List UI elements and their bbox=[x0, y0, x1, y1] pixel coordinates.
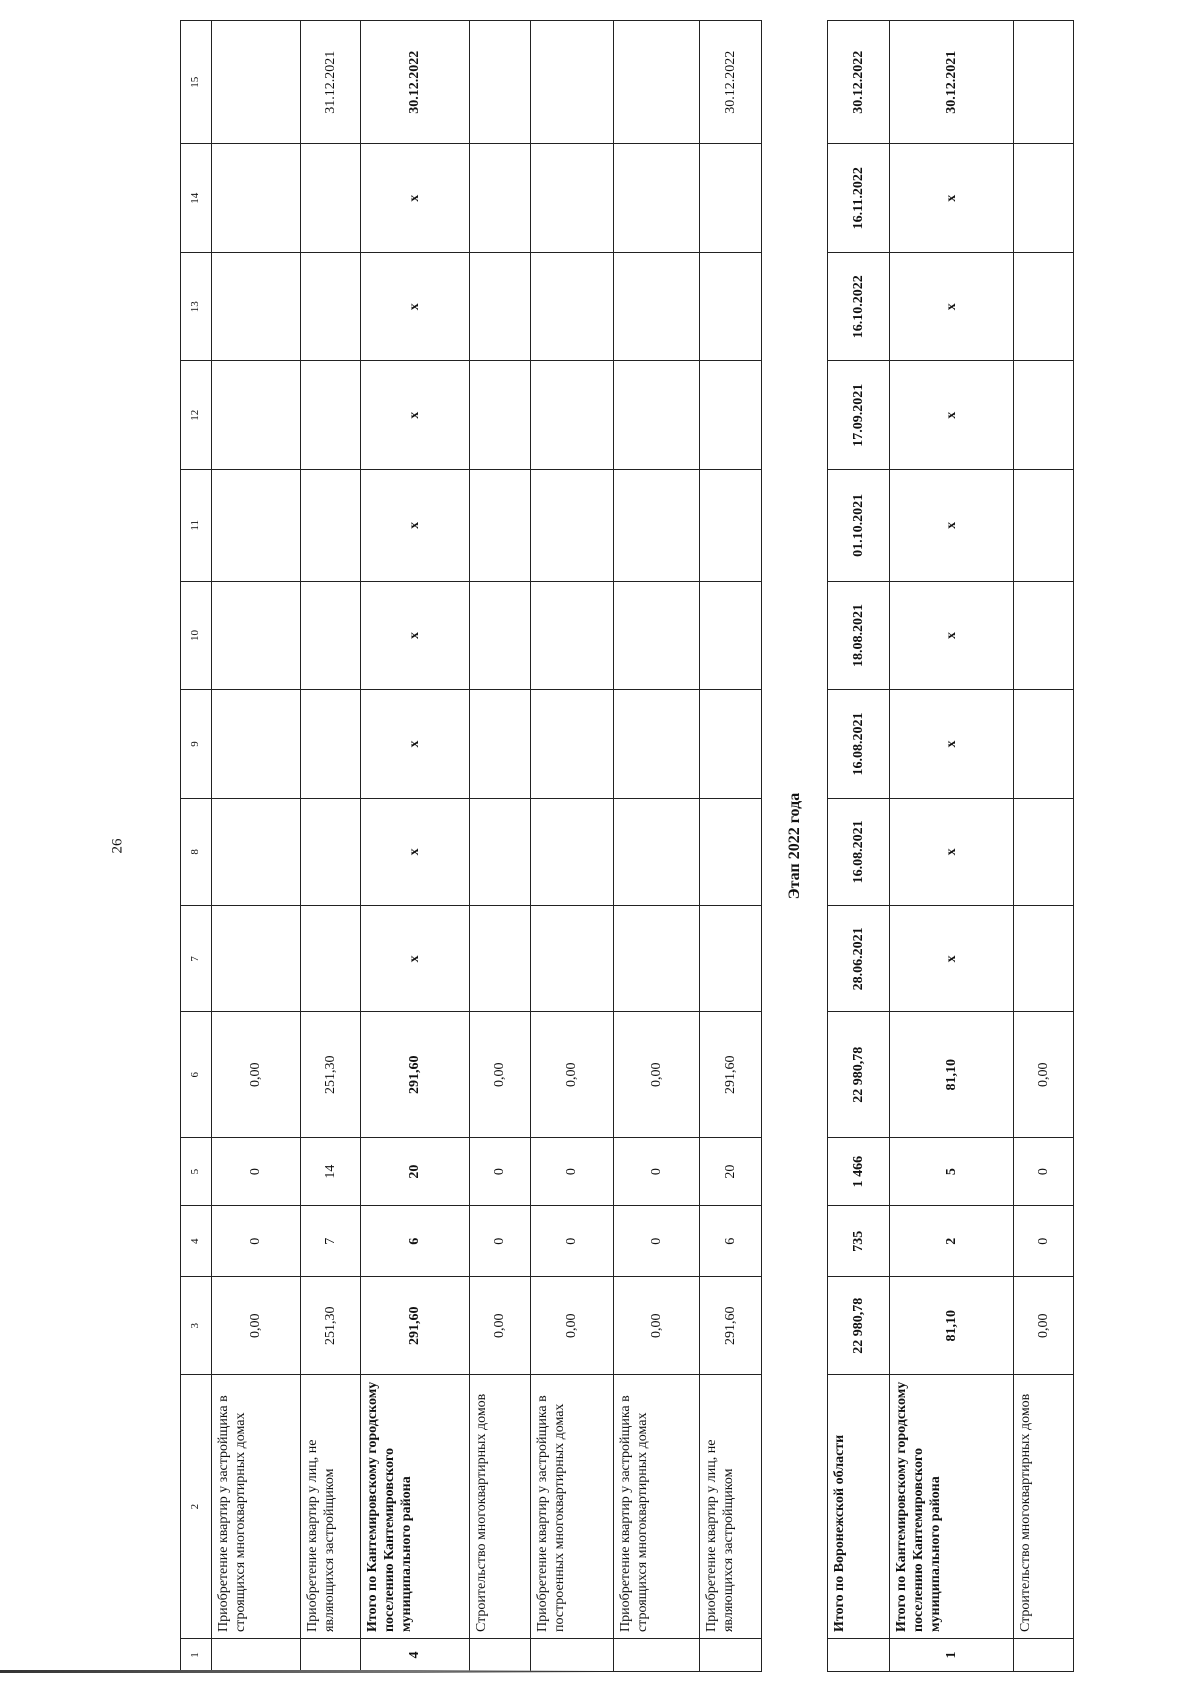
data-cell bbox=[300, 144, 360, 253]
data-cell: x bbox=[889, 690, 1013, 799]
data-cell: 5 bbox=[889, 1138, 1013, 1206]
data-cell: 735 bbox=[828, 1206, 889, 1277]
column-number: 2 bbox=[181, 1375, 212, 1639]
data-cell bbox=[614, 906, 700, 1012]
data-cell bbox=[469, 581, 530, 690]
table-row-total bbox=[360, 21, 469, 1672]
data-cell: 18.08.2021 bbox=[828, 581, 889, 690]
data-cell: 30.12.2022 bbox=[360, 21, 469, 145]
data-cell bbox=[469, 361, 530, 470]
data-cell: 291,60 bbox=[699, 1012, 761, 1138]
data-cell: x bbox=[360, 144, 469, 253]
schedule-table bbox=[180, 20, 1074, 1672]
column-number: 13 bbox=[181, 253, 212, 362]
row-label-cell: Итого по Кантемировскому городскому поселению Кантемировского муниципального района bbox=[360, 1375, 469, 1639]
data-cell: 28.06.2021 bbox=[828, 906, 889, 1012]
row-label-cell: Приобретение квартир у застройщика в строящихся многоквартирных домах bbox=[212, 1375, 301, 1639]
data-cell bbox=[699, 581, 761, 690]
table-row bbox=[469, 21, 530, 1672]
data-cell bbox=[469, 144, 530, 253]
data-cell: 0,00 bbox=[1013, 1012, 1073, 1138]
data-cell: 291,60 bbox=[699, 1277, 761, 1375]
row-label-cell: Строительство многоквартирных домов bbox=[469, 1375, 530, 1639]
data-cell bbox=[530, 144, 613, 253]
data-cell bbox=[212, 144, 301, 253]
data-cell: 0,00 bbox=[212, 1277, 301, 1375]
data-cell: 0 bbox=[1013, 1138, 1073, 1206]
data-cell bbox=[530, 361, 613, 470]
data-cell: 22 980,78 bbox=[828, 1277, 889, 1375]
row-number-cell bbox=[614, 1639, 700, 1672]
data-cell: x bbox=[889, 906, 1013, 1012]
column-number: 3 bbox=[181, 1277, 212, 1375]
data-cell: 22 980,78 bbox=[828, 1012, 889, 1138]
table-row-total bbox=[828, 21, 889, 1672]
column-number: 7 bbox=[181, 906, 212, 1012]
data-cell bbox=[212, 581, 301, 690]
data-cell bbox=[699, 361, 761, 470]
data-cell: x bbox=[360, 798, 469, 905]
data-cell bbox=[212, 690, 301, 799]
data-cell bbox=[212, 798, 301, 905]
table-row bbox=[212, 21, 301, 1672]
column-number: 6 bbox=[181, 1012, 212, 1138]
table-row-total bbox=[889, 21, 1013, 1672]
data-cell: x bbox=[889, 798, 1013, 905]
table-row bbox=[1013, 21, 1073, 1672]
data-cell: x bbox=[889, 253, 1013, 362]
data-cell bbox=[300, 906, 360, 1012]
data-cell bbox=[530, 253, 613, 362]
data-cell: 0,00 bbox=[469, 1012, 530, 1138]
data-cell bbox=[469, 21, 530, 145]
data-cell: 0 bbox=[212, 1206, 301, 1277]
data-cell bbox=[699, 690, 761, 799]
data-cell: 0 bbox=[1013, 1206, 1073, 1277]
data-cell: x bbox=[889, 470, 1013, 582]
data-cell: 17.09.2021 bbox=[828, 361, 889, 470]
data-cell bbox=[469, 906, 530, 1012]
data-cell: x bbox=[360, 253, 469, 362]
data-cell bbox=[530, 906, 613, 1012]
data-cell bbox=[699, 906, 761, 1012]
table-row bbox=[699, 21, 761, 1672]
data-cell: 291,60 bbox=[360, 1012, 469, 1138]
data-cell bbox=[699, 144, 761, 253]
data-cell: 2 bbox=[889, 1206, 1013, 1277]
column-number: 1 bbox=[181, 1639, 212, 1672]
data-cell bbox=[469, 690, 530, 799]
row-number-cell: 4 bbox=[360, 1639, 469, 1672]
data-cell bbox=[300, 690, 360, 799]
data-cell: 0 bbox=[614, 1138, 700, 1206]
data-cell: 0,00 bbox=[614, 1277, 700, 1375]
data-cell: 20 bbox=[699, 1138, 761, 1206]
data-cell bbox=[530, 21, 613, 145]
data-cell bbox=[300, 253, 360, 362]
data-cell bbox=[614, 470, 700, 582]
row-number-cell bbox=[699, 1639, 761, 1672]
data-cell: x bbox=[360, 690, 469, 799]
data-cell bbox=[530, 798, 613, 905]
data-cell bbox=[1013, 253, 1073, 362]
data-cell: 0,00 bbox=[614, 1012, 700, 1138]
data-cell: x bbox=[889, 144, 1013, 253]
data-cell: 0 bbox=[212, 1138, 301, 1206]
table-row bbox=[530, 21, 613, 1672]
data-cell bbox=[614, 253, 700, 362]
data-cell bbox=[212, 906, 301, 1012]
data-cell: 01.10.2021 bbox=[828, 470, 889, 582]
data-cell: x bbox=[360, 581, 469, 690]
data-cell: 0,00 bbox=[530, 1012, 613, 1138]
row-number-cell bbox=[530, 1639, 613, 1672]
section-title: Этап 2022 года bbox=[761, 21, 828, 1672]
data-cell bbox=[1013, 470, 1073, 582]
data-cell: 0,00 bbox=[212, 1012, 301, 1138]
column-number: 9 bbox=[181, 690, 212, 799]
row-label-cell: Приобретение квартир у лиц, не являющихся застройщиком bbox=[300, 1375, 360, 1639]
row-label-cell: Приобретение квартир у застройщика в строящихся многоквартирных домах bbox=[614, 1375, 700, 1639]
data-cell bbox=[469, 798, 530, 905]
table-row bbox=[614, 21, 700, 1672]
data-cell: 16.08.2021 bbox=[828, 798, 889, 905]
data-cell: 31.12.2021 bbox=[300, 21, 360, 145]
row-number-cell bbox=[469, 1639, 530, 1672]
row-number-cell bbox=[212, 1639, 301, 1672]
data-cell bbox=[530, 470, 613, 582]
data-cell bbox=[1013, 144, 1073, 253]
data-cell: 0 bbox=[614, 1206, 700, 1277]
data-cell: 0 bbox=[530, 1206, 613, 1277]
data-cell bbox=[300, 470, 360, 582]
data-cell: x bbox=[360, 361, 469, 470]
data-cell: 251,30 bbox=[300, 1277, 360, 1375]
section-row bbox=[761, 21, 828, 1672]
data-cell: 20 bbox=[360, 1138, 469, 1206]
data-cell: x bbox=[360, 470, 469, 582]
data-cell: 81,10 bbox=[889, 1277, 1013, 1375]
column-number: 11 bbox=[181, 470, 212, 582]
data-cell bbox=[614, 690, 700, 799]
column-number: 10 bbox=[181, 581, 212, 690]
data-cell bbox=[1013, 690, 1073, 799]
data-cell: 30.12.2022 bbox=[699, 21, 761, 145]
data-cell bbox=[212, 361, 301, 470]
data-cell bbox=[1013, 361, 1073, 470]
data-cell bbox=[614, 581, 700, 690]
data-cell bbox=[1013, 906, 1073, 1012]
row-number-cell: 1 bbox=[889, 1639, 1013, 1672]
data-cell: 0,00 bbox=[469, 1277, 530, 1375]
row-number-cell bbox=[300, 1639, 360, 1672]
data-cell bbox=[1013, 798, 1073, 905]
page-number: 26 bbox=[109, 838, 126, 854]
data-cell bbox=[614, 21, 700, 145]
data-cell bbox=[699, 798, 761, 905]
column-number: 4 bbox=[181, 1206, 212, 1277]
data-cell bbox=[530, 690, 613, 799]
data-cell: 1 466 bbox=[828, 1138, 889, 1206]
table-body bbox=[181, 21, 1074, 1672]
data-cell: 30.12.2021 bbox=[889, 21, 1013, 145]
data-cell bbox=[469, 253, 530, 362]
data-cell bbox=[699, 470, 761, 582]
row-label-cell: Итого по Кантемировскому городскому поселению Кантемировского муниципального района bbox=[889, 1375, 1013, 1639]
data-cell: 7 bbox=[300, 1206, 360, 1277]
data-cell: 0 bbox=[530, 1138, 613, 1206]
data-cell bbox=[300, 798, 360, 905]
data-cell: 0,00 bbox=[1013, 1277, 1073, 1375]
column-number: 5 bbox=[181, 1138, 212, 1206]
data-cell: 0 bbox=[469, 1138, 530, 1206]
data-cell bbox=[1013, 581, 1073, 690]
row-number-cell bbox=[1013, 1639, 1073, 1672]
row-label-cell: Итого по Воронежской области bbox=[828, 1375, 889, 1639]
data-cell: 16.11.2022 bbox=[828, 144, 889, 253]
row-number-cell bbox=[828, 1639, 889, 1672]
column-number: 8 bbox=[181, 798, 212, 905]
data-cell: 16.10.2022 bbox=[828, 253, 889, 362]
data-cell bbox=[300, 581, 360, 690]
data-cell bbox=[469, 470, 530, 582]
data-cell: x bbox=[889, 581, 1013, 690]
data-cell: 0 bbox=[469, 1206, 530, 1277]
data-cell: 6 bbox=[699, 1206, 761, 1277]
data-cell: 251,30 bbox=[300, 1012, 360, 1138]
data-cell bbox=[1013, 21, 1073, 145]
data-cell bbox=[212, 470, 301, 582]
data-cell: 6 bbox=[360, 1206, 469, 1277]
table-row bbox=[300, 21, 360, 1672]
data-cell bbox=[614, 144, 700, 253]
data-cell: 0,00 bbox=[530, 1277, 613, 1375]
rotated-table bbox=[180, 20, 1074, 1672]
rotated-table-container bbox=[180, 20, 1074, 1672]
data-cell: 30.12.2022 bbox=[828, 21, 889, 145]
data-cell bbox=[614, 798, 700, 905]
data-cell: 14 bbox=[300, 1138, 360, 1206]
column-number: 14 bbox=[181, 144, 212, 253]
data-cell bbox=[614, 361, 700, 470]
row-label-cell: Приобретение квартир у лиц, не являющихся застройщиком bbox=[699, 1375, 761, 1639]
data-cell bbox=[212, 253, 301, 362]
data-cell bbox=[530, 581, 613, 690]
data-cell bbox=[699, 253, 761, 362]
data-cell: 16.08.2021 bbox=[828, 690, 889, 799]
row-label-cell: Строительство многоквартирных домов bbox=[1013, 1375, 1073, 1639]
data-cell: 81,10 bbox=[889, 1012, 1013, 1138]
row-label-cell: Приобретение квартир у застройщика в построенных многоквартирных домах bbox=[530, 1375, 613, 1639]
data-cell: 291,60 bbox=[360, 1277, 469, 1375]
column-number: 12 bbox=[181, 361, 212, 470]
data-cell bbox=[212, 21, 301, 145]
data-cell: x bbox=[360, 906, 469, 1012]
column-number-row bbox=[181, 21, 212, 1672]
data-cell: x bbox=[889, 361, 1013, 470]
column-number: 15 bbox=[181, 21, 212, 145]
scan-edge-line bbox=[0, 1670, 600, 1673]
data-cell bbox=[300, 361, 360, 470]
